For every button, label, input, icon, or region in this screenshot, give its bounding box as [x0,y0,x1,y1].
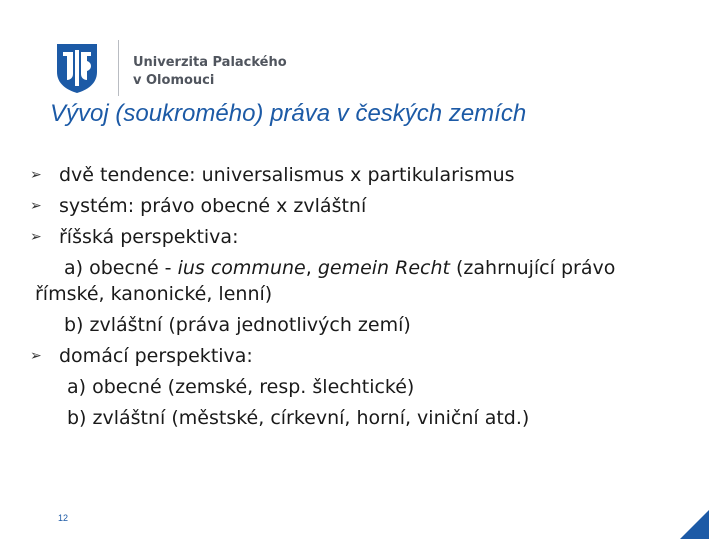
separator-text: , [305,257,318,279]
arrow-bullet-icon: ➢ [30,348,42,364]
latin-term: ius commune [177,257,306,279]
bullet-text: systém: právo obecné x zvláštní [59,195,367,217]
slide-title: Vývoj (soukromého) práva v českých zemích [50,100,527,127]
arrow-bullet-icon: ➢ [30,198,42,214]
university-name-line1: Univerzita Palackého [133,55,287,70]
bullet-text: domácí perspektiva: [59,345,253,367]
university-logo [55,40,285,96]
sub-item-domestic-special: b) zvláštní (městské, církevní, horní, viniční atd.) [67,407,530,429]
arrow-bullet-icon: ➢ [30,167,42,183]
sub-item-text: (zahrnující právo [449,257,616,279]
sub-item-domestic-general: a) obecné (zemské, resp. šlechtické) [67,376,415,398]
page-number: 12 [58,513,69,523]
bullet-item [30,191,700,222]
slide-content [30,160,700,434]
bullet-item [30,222,700,253]
corner-decoration [680,510,709,539]
german-term: gemein Recht [317,257,450,279]
arrow-bullet-icon: ➢ [30,229,42,245]
logo-divider [118,40,119,96]
bullet-item [30,341,700,372]
university-shield-icon [55,42,99,94]
sub-item-text: a) obecné - [64,257,178,279]
sub-item-imperial-special: b) zvláštní (práva jednotlivých zemí) [64,314,411,336]
university-name-line2: v Olomouci [133,73,215,88]
sub-item-continuation: římské, kanonické, lenní) [35,283,273,305]
bullet-text: říšská perspektiva: [59,226,239,248]
bullet-text: dvě tendence: universalismus x partikularismus [59,164,515,186]
bullet-item [30,160,700,191]
university-name [133,54,287,90]
